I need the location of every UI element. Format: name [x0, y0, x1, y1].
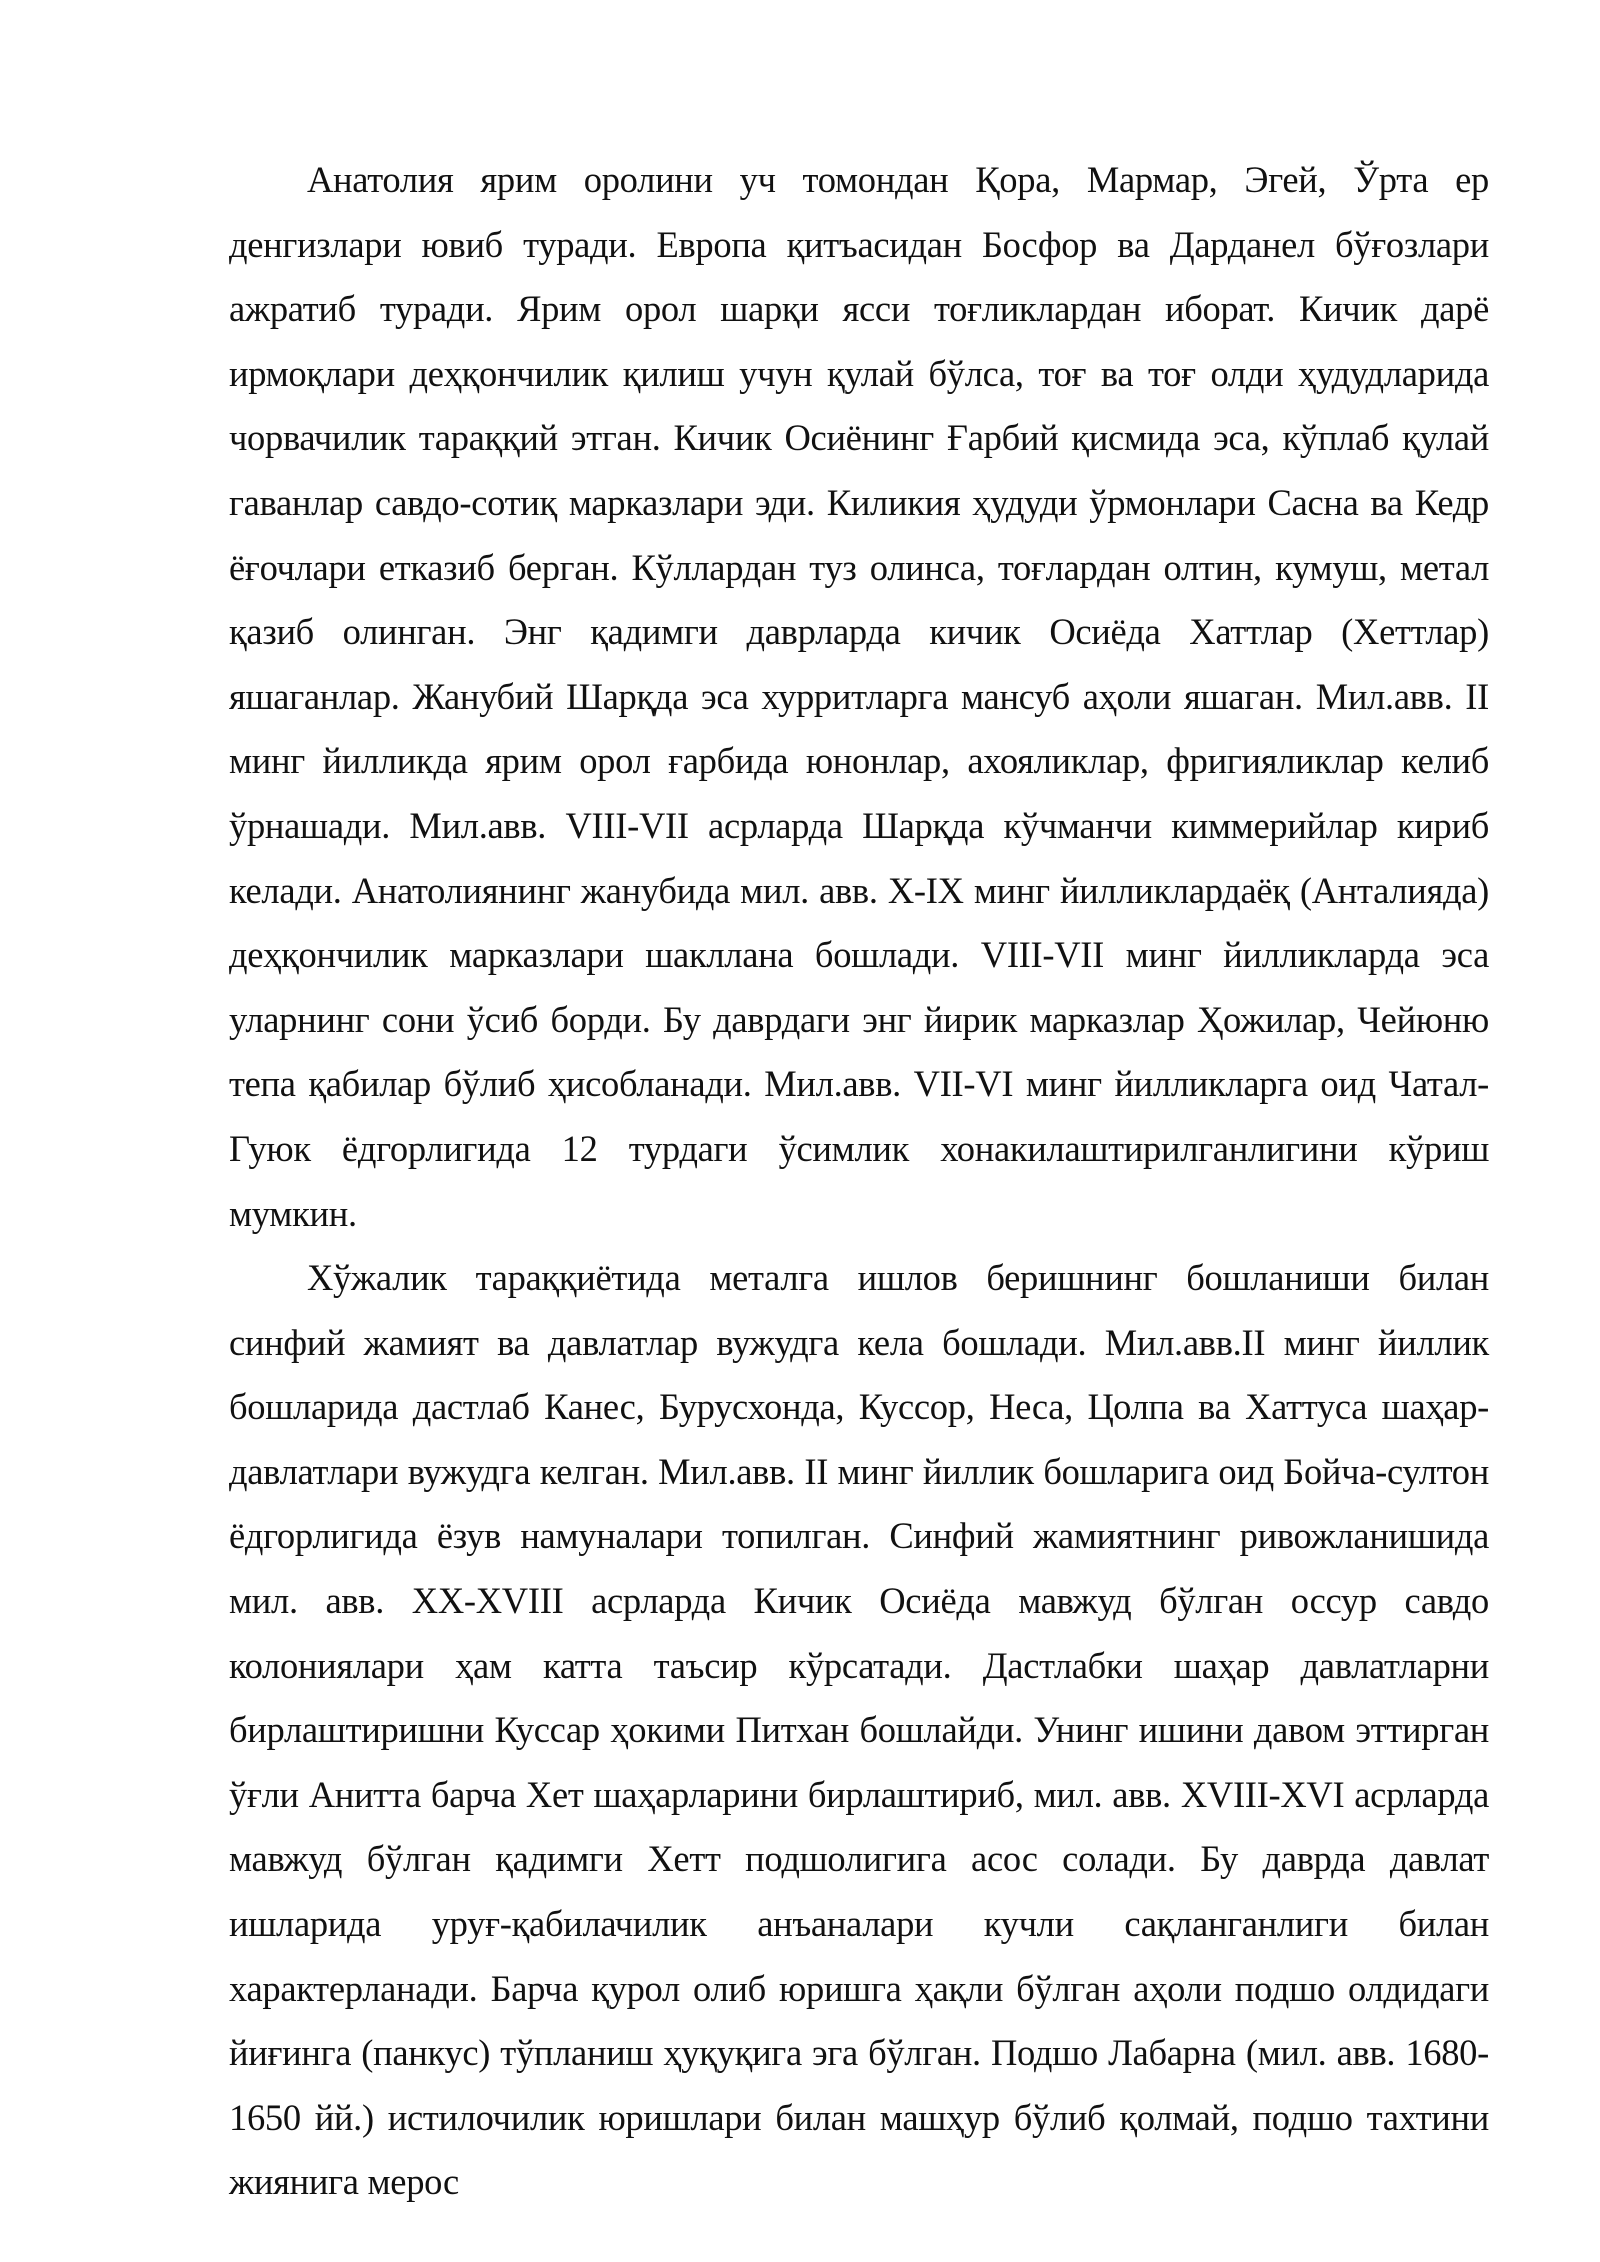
- paragraph-anatolia-geography: Анатолия ярим оролини уч томондан Қора, Мармар, Эгей, Ўрта ер денгизлари ювиб туради. Европа қитъасидан Босфор ва Дарданел бўғозлари ажратиб туради. Ярим орол шарқи ясси тоғликлардан иборат. Кичик дарё ирмоқлари деҳқончилик қилиш учун қулай бўлса, тоғ ва тоғ олди ҳудудларида чорвачилик тараққий этган. Кичик Осиёнинг Ғарбий қисмида эса, кўплаб қулай гаванлар савдо-сотиқ марказлари эди. Киликия ҳудуди ўрмонлари Сасна ва Кедр ёғочлари етказиб берган. Кўллардан туз олинса, тоғлардан олтин, кумуш, метал қазиб олинган. Энг қадимги даврларда кичик Осиёда Хаттлар (Хеттлар) яшаганлар. Жанубий Шарқда эса хурритларга мансуб аҳоли яшаган. Мил.авв. II минг йилликда ярим орол ғарбида юнонлар, ахояликлар, фригияликлар келиб ўрнашади. Мил.авв. VIII-VII асрларда Шарқда кўчманчи киммерийлар кириб келади. Анатолиянинг жанубида мил. авв. X-IX минг йилликлардаёқ (Анталияда) деҳқончилик марказлари шакллана бошлади. VIII-VII минг йилликларда эса уларнинг сони ўсиб борди. Бу даврдаги энг йирик марказлар Ҳожилар, Чейюню тепа қабилар бўлиб ҳисобланади. Мил.авв. VII-VI минг йилликларга оид Чатал-Гуюк ёдгорлигида 12 турдаги ўсимлик хонакилаштирилганлигини кўриш мумкин.: [229, 159, 1489, 1234]
- document-body: [229, 148, 1489, 2215]
- paragraph-hittite-state: Хўжалик тараққиётида металга ишлов беришнинг бошланиши билан синфий жамият ва давлатлар вужудга кела бошлади. Мил.авв.II минг йиллик бошларида дастлаб Канес, Бурусхонда, Куссор, Неса, Цолпа ва Хаттуса шаҳар-давлатлари вужудга келган. Мил.авв. II минг йиллик бошларига оид Бойча-султон ёдгорлигида ёзув намуналари топилган. Синфий жамиятнинг ривожланишида мил. авв. XX-XVIII асрларда Кичик Осиёда мавжуд бўлган оссур савдо колониялари ҳам катта таъсир кўрсатади. Дастлабки шаҳар давлатларни бирлаштиришни Куссар ҳокими Питхан бошлайди. Унинг ишини давом эттирган ўғли Анитта барча Хет шаҳарларини бирлаштириб, мил. авв. XVIII-XVI асрларда мавжуд бўлган қадимги Хетт подшолигига асос солади. Бу даврда давлат ишларида уруғ-қабилачилик анъаналари кучли сақланганлиги билан характерланади. Барча қурол олиб юришга ҳақли бўлган аҳоли подшо олдидаги йиғинга (панкус) тўпланиш ҳуқуқига эга бўлган. Подшо Лабарна (мил. авв. 1680-1650 йй.) истилочилик юришлари билан машҳур бўлиб қолмай, подшо тахтини жиянига мерос: [229, 1257, 1489, 2203]
